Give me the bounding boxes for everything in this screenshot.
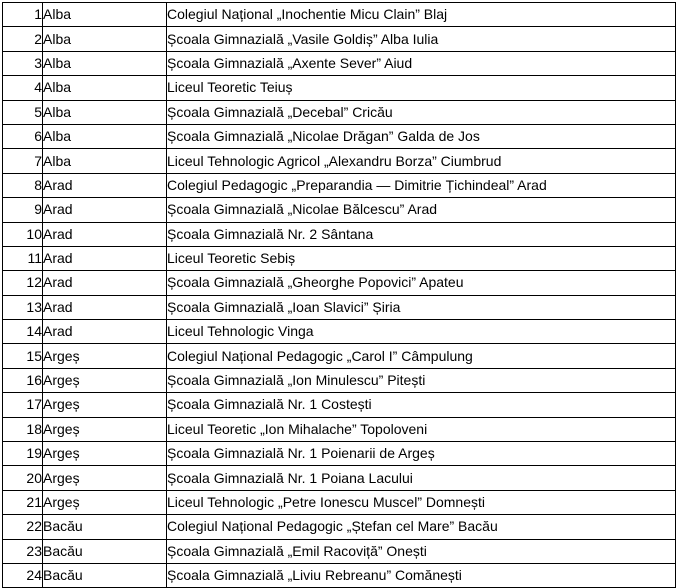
county-cell: Argeș: [43, 344, 167, 368]
table-row: [3, 27, 676, 51]
school-name-cell: Școala Gimnazială „Ion Minulescu” Pitești: [167, 368, 676, 392]
table-row: [3, 417, 676, 441]
table-row: [3, 320, 676, 344]
county-cell: Arad: [43, 246, 167, 270]
table-row: [3, 149, 676, 173]
table-row: [3, 51, 676, 75]
table-row: [3, 393, 676, 417]
school-name-cell: Școala Gimnazială Nr. 1 Costești: [167, 393, 676, 417]
school-name-cell: Școala Gimnazială „Axente Sever” Aiud: [167, 51, 676, 75]
county-cell: Bacău: [43, 539, 167, 563]
county-cell: Arad: [43, 173, 167, 197]
table-row: [3, 198, 676, 222]
row-number-cell: 9: [3, 198, 43, 222]
county-cell: Alba: [43, 100, 167, 124]
school-name-cell: Școala Gimnazială „Nicolae Drăgan” Galda de Jos: [167, 124, 676, 148]
row-number-cell: 11: [3, 246, 43, 270]
county-cell: Argeș: [43, 368, 167, 392]
table-row: [3, 539, 676, 563]
school-name-cell: Școala Gimnazială „Nicolae Bălcescu” Arad: [167, 198, 676, 222]
school-name-cell: Liceul Teoretic „Ion Mihalache” Topoloveni: [167, 417, 676, 441]
table-row: [3, 76, 676, 100]
school-name-cell: Liceul Teoretic Teiuș: [167, 76, 676, 100]
county-cell: Argeș: [43, 393, 167, 417]
school-name-cell: Liceul Tehnologic „Petre Ionescu Muscel” Domnești: [167, 490, 676, 514]
school-name-cell: Școala Gimnazială Nr. 1 Poienarii de Argeș: [167, 442, 676, 466]
school-name-cell: Școala Gimnazială „Decebal” Cricău: [167, 100, 676, 124]
table-row: [3, 344, 676, 368]
school-name-cell: Școala Gimnazială „Gheorghe Popovici” Apateu: [167, 271, 676, 295]
school-name-cell: Școala Gimnazială „Ioan Slavici” Șiria: [167, 295, 676, 319]
table-row: [3, 515, 676, 539]
row-number-cell: 12: [3, 271, 43, 295]
table-row: [3, 442, 676, 466]
table-row: [3, 246, 676, 270]
row-number-cell: 7: [3, 149, 43, 173]
school-name-cell: Colegiul Național Pedagogic „Carol I” Câmpulung: [167, 344, 676, 368]
table-row: [3, 563, 676, 587]
school-name-cell: Liceul Tehnologic Vinga: [167, 320, 676, 344]
county-cell: Argeș: [43, 417, 167, 441]
table-row: [3, 466, 676, 490]
county-cell: Arad: [43, 271, 167, 295]
table-row: [3, 124, 676, 148]
row-number-cell: 16: [3, 368, 43, 392]
table-row: [3, 271, 676, 295]
county-cell: Alba: [43, 76, 167, 100]
county-cell: Alba: [43, 3, 167, 27]
table-row: [3, 368, 676, 392]
table-row: [3, 222, 676, 246]
county-cell: Alba: [43, 51, 167, 75]
row-number-cell: 22: [3, 515, 43, 539]
county-cell: Argeș: [43, 466, 167, 490]
county-cell: Arad: [43, 320, 167, 344]
row-number-cell: 21: [3, 490, 43, 514]
school-name-cell: Școala Gimnazială „Liviu Rebreanu” Comănești: [167, 563, 676, 587]
county-cell: Arad: [43, 198, 167, 222]
row-number-cell: 23: [3, 539, 43, 563]
row-number-cell: 8: [3, 173, 43, 197]
row-number-cell: 24: [3, 563, 43, 587]
table-row: [3, 100, 676, 124]
row-number-cell: 17: [3, 393, 43, 417]
table-body: [3, 3, 676, 588]
county-cell: Arad: [43, 222, 167, 246]
school-name-cell: Liceul Teoretic Sebiș: [167, 246, 676, 270]
row-number-cell: 18: [3, 417, 43, 441]
county-cell: Alba: [43, 149, 167, 173]
school-name-cell: Colegiul Național Pedagogic „Ștefan cel Mare” Bacău: [167, 515, 676, 539]
table-row: [3, 295, 676, 319]
county-cell: Alba: [43, 124, 167, 148]
row-number-cell: 13: [3, 295, 43, 319]
table-row: [3, 173, 676, 197]
county-cell: Argeș: [43, 490, 167, 514]
row-number-cell: 20: [3, 466, 43, 490]
school-name-cell: Liceul Tehnologic Agricol „Alexandru Borza” Ciumbrud: [167, 149, 676, 173]
school-name-cell: Școala Gimnazială „Emil Racoviță” Onești: [167, 539, 676, 563]
row-number-cell: 14: [3, 320, 43, 344]
schools-table: [2, 2, 676, 588]
row-number-cell: 1: [3, 3, 43, 27]
county-cell: Alba: [43, 27, 167, 51]
county-cell: Bacău: [43, 515, 167, 539]
row-number-cell: 6: [3, 124, 43, 148]
row-number-cell: 4: [3, 76, 43, 100]
table-row: [3, 490, 676, 514]
table-row: [3, 3, 676, 27]
row-number-cell: 2: [3, 27, 43, 51]
county-cell: Argeș: [43, 442, 167, 466]
school-name-cell: Colegiul Pedagogic „Preparandia — Dimitrie Țichindeal” Arad: [167, 173, 676, 197]
row-number-cell: 19: [3, 442, 43, 466]
county-cell: Bacău: [43, 563, 167, 587]
county-cell: Arad: [43, 295, 167, 319]
row-number-cell: 10: [3, 222, 43, 246]
school-name-cell: Colegiul Național „Inochentie Micu Clain” Blaj: [167, 3, 676, 27]
row-number-cell: 3: [3, 51, 43, 75]
school-name-cell: Școala Gimnazială Nr. 1 Poiana Lacului: [167, 466, 676, 490]
row-number-cell: 5: [3, 100, 43, 124]
school-name-cell: Școala Gimnazială „Vasile Goldiș” Alba Iulia: [167, 27, 676, 51]
row-number-cell: 15: [3, 344, 43, 368]
school-name-cell: Școala Gimnazială Nr. 2 Sântana: [167, 222, 676, 246]
